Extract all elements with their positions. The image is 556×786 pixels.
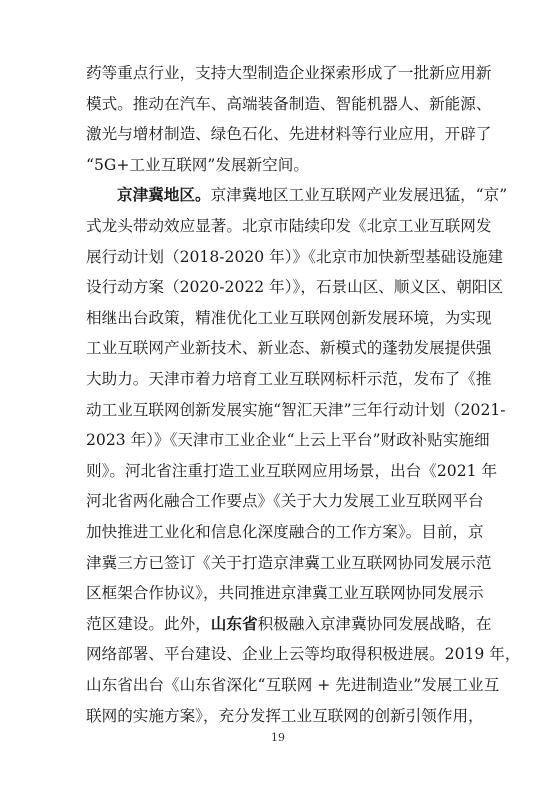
paragraph-2-line-9: 2023 年）》《天津市工业企业“上云上平台”财政补贴实施细: [86, 431, 490, 450]
paragraph-2-line-15: [86, 613, 492, 635]
paragraph-2-line-6: 工业互联网产业新技术、新业态、新模式的蓬勃发展提供强: [86, 339, 492, 358]
paragraph-2-line-14: 区框架合作协议》，共同推进京津冀工业互联网协同发展示: [86, 584, 484, 603]
paragraph-2-line-5: 相继出台政策，精准优化工业互联网创新发展环境，为实现: [86, 308, 492, 327]
paragraph-2-line-10: 则》。河北省注重打造工业互联网应用场景，出台《2021 年: [86, 461, 498, 480]
paragraph-2-line-16: 网络部署、平台建设、企业上云等均取得积极进展。2019 年，: [86, 645, 521, 664]
line-prefix: 范区建设。此外，: [86, 614, 211, 633]
section-heading: 京津冀地区。: [117, 185, 211, 205]
shandong-highlight: 山东省: [210, 613, 258, 633]
line-suffix: 积极融入京津冀协同发展战略，在: [257, 614, 492, 633]
paragraph-2-line-13: 津冀三方已签订《关于打造京津冀工业互联网协同发展示范: [86, 553, 492, 572]
paragraph-2-line-1: [117, 184, 508, 206]
paragraph-2-line-12: 加快推进工业化和信息化深度融合的工作方案》。目前，京: [86, 523, 484, 541]
paragraph-2-line-18: 联网的实施方案》，充分发挥工业互联网的创新引领作用，: [86, 706, 484, 725]
paragraph-2-line-17: 山东省出台《山东省深化“互联网 + 先进制造业”发展工业互: [86, 676, 500, 694]
page-number: 19: [271, 731, 285, 744]
paragraph-2-line-4: 设行动方案（2020-2022 年）》，石景山区、顺义区、朝阳区: [86, 278, 504, 297]
paragraph-2-line-11: 河北省两化融合工作要点》《关于大力发展工业互联网平台: [86, 492, 484, 511]
paragraph-2-line-2: 式龙头带动效应显著。北京市陆续印发《北京工业互联网发: [86, 217, 492, 235]
paragraph-2-line-1-text: 京津冀地区工业互联网产业发展迅猛，“京”: [210, 186, 508, 205]
paragraph-2-line-8: 动工业互联网创新发展实施“智汇天津”三年行动计划（2021-: [86, 400, 506, 419]
paragraph-2-line-7: 大助力。天津市着力培育工业互联网标杆示范，发布了《推: [86, 370, 492, 388]
paragraph-2-line-3: 展行动计划（2018-2020 年）》《北京市加快新型基础设施建: [86, 247, 504, 266]
paragraph-1-line-1: 药等重点行业，支持大型制造企业探索形成了一批新应用新: [86, 64, 492, 82]
paragraph-1-line-3: 激光与增材制造、绿色石化、先进材料等行业应用，开辟了: [86, 125, 492, 144]
paragraph-1-line-4: “5G+工业互联网”发展新空间。: [86, 155, 309, 174]
paragraph-1-line-2: 模式。推动在汽车、高端装备制造、智能机器人、新能源、: [86, 94, 492, 113]
